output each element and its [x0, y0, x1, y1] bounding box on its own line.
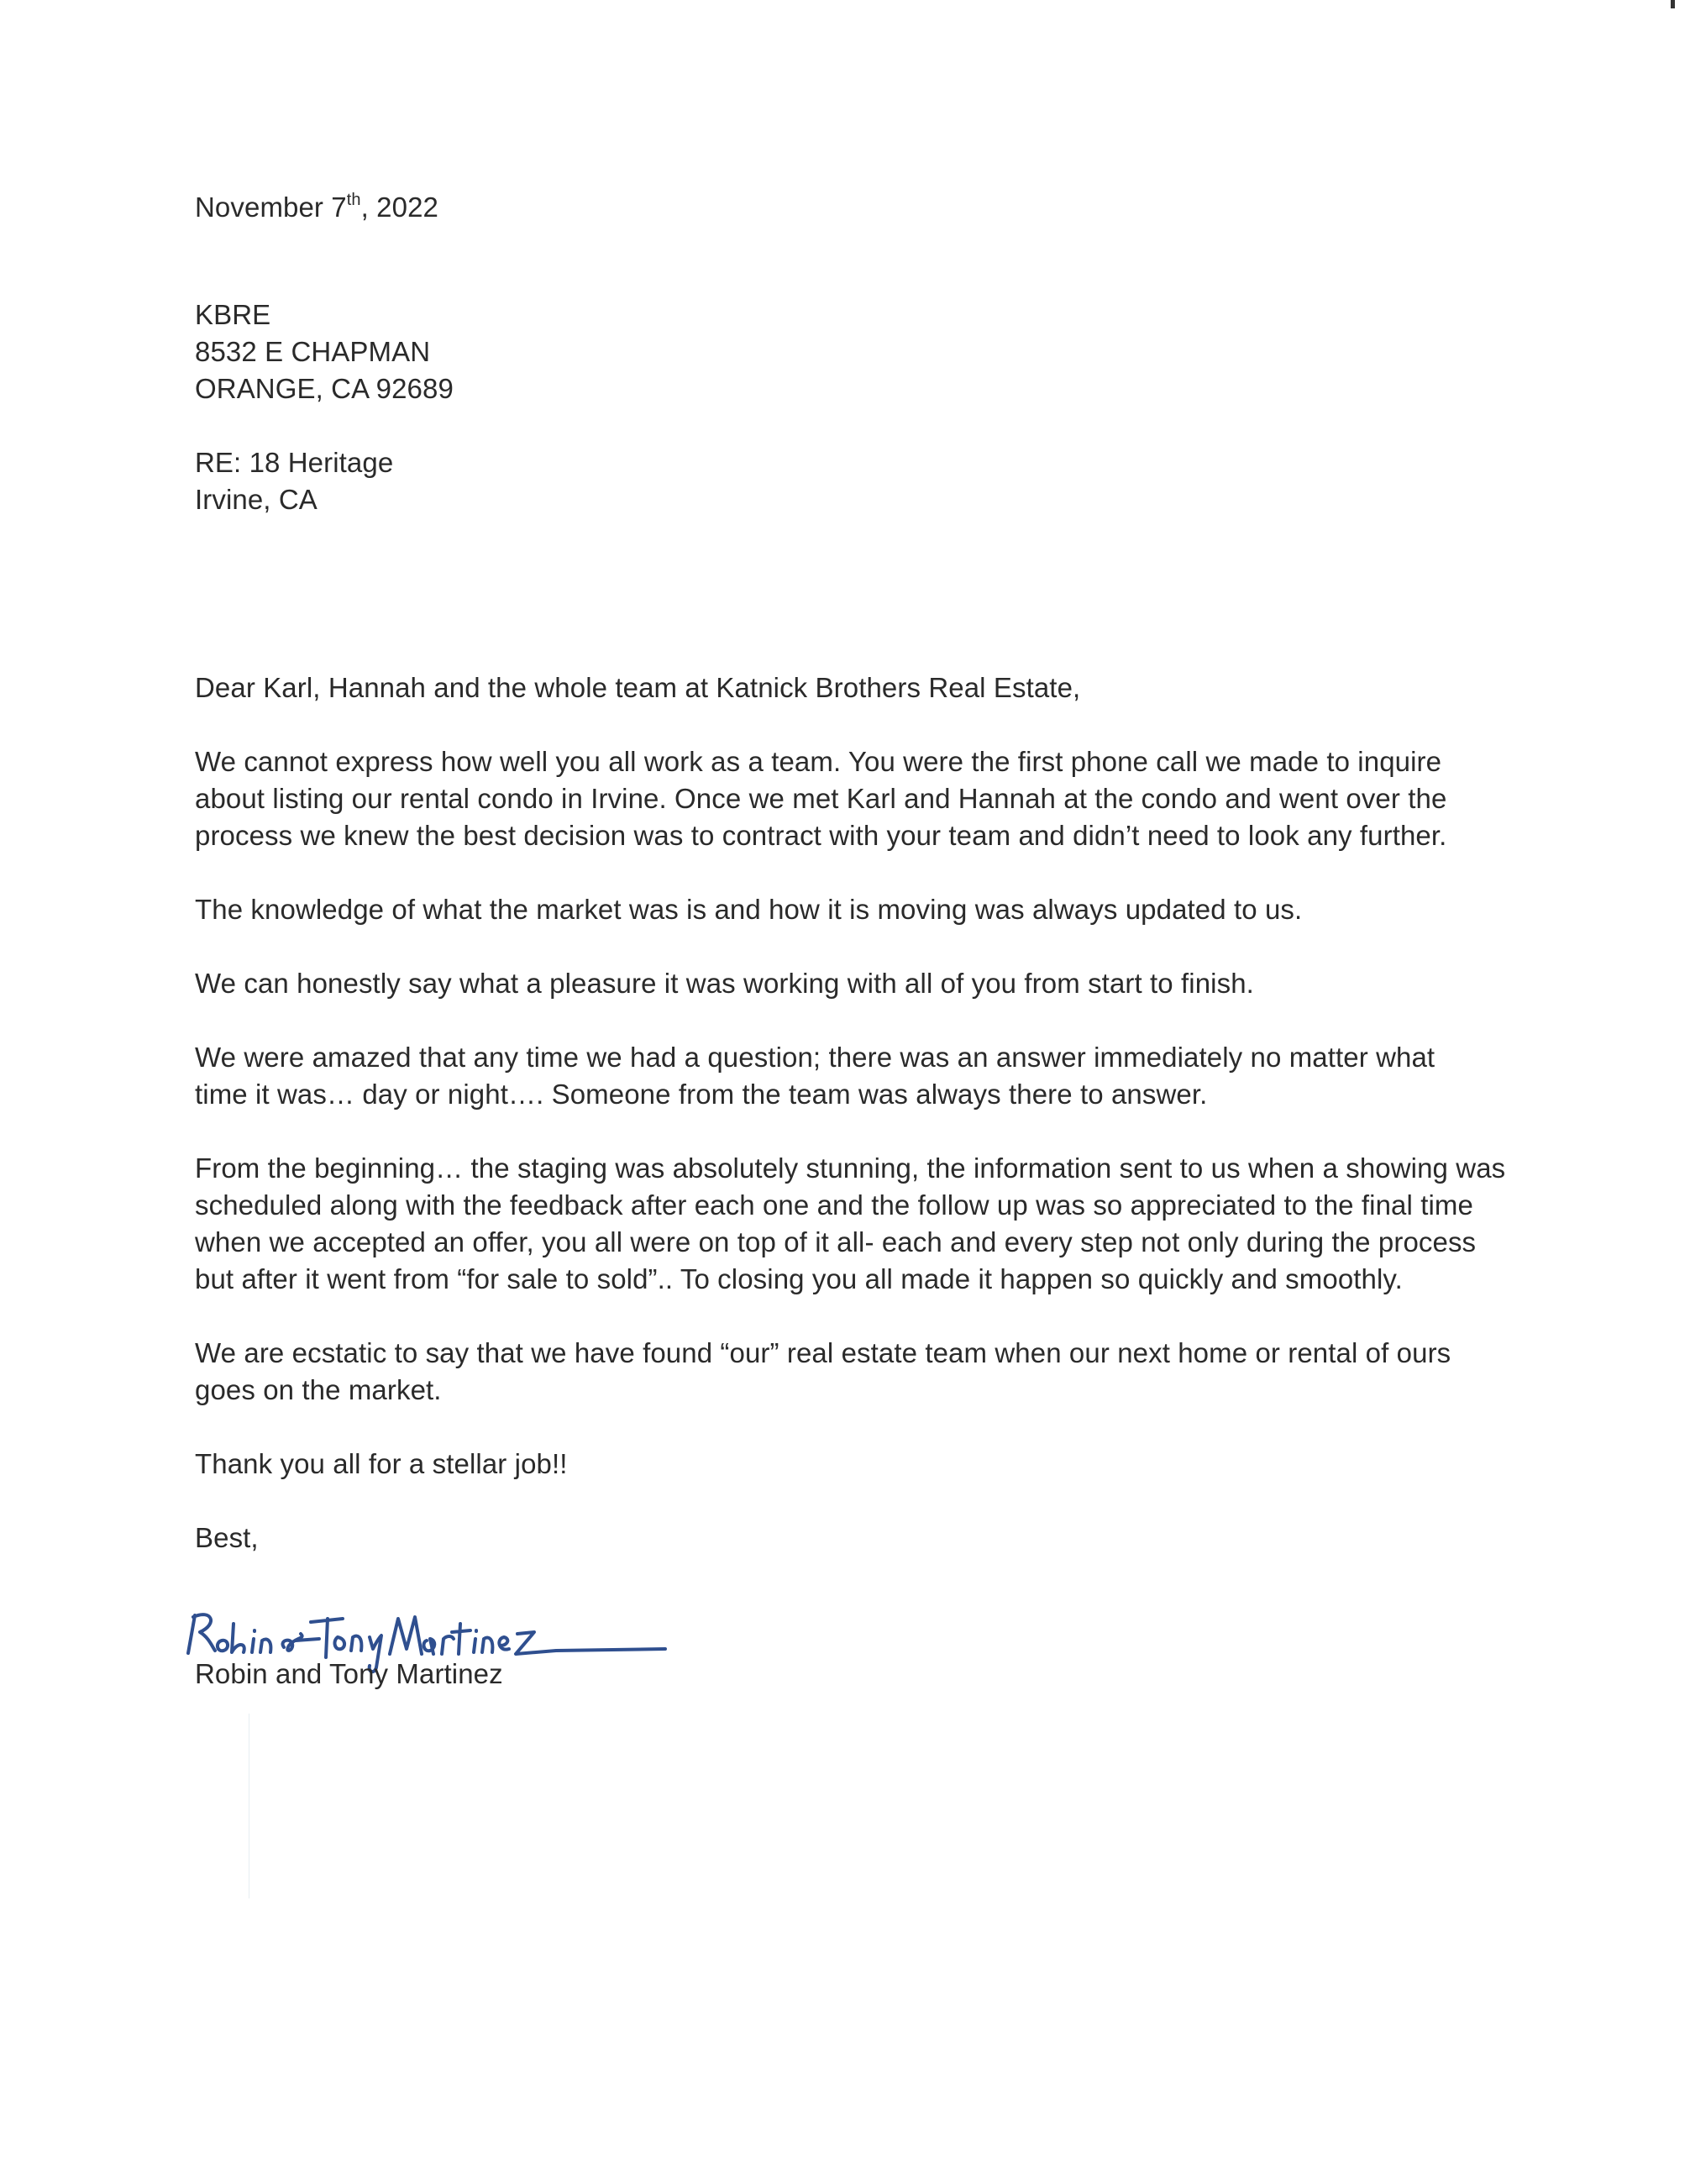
reference-line-1: RE: 18 Heritage — [195, 447, 394, 478]
date-month-day: November 7 — [195, 192, 347, 223]
recipient-name: KBRE — [195, 299, 271, 330]
paragraph-1: We cannot express how well you all work as a team. You were the first phone call we made to inquire about listing our rental condo in Irvine. Once we met Karl and Hannah at the condo and went over the process we knew the best decision was to contract with your team and didn’t need to look any further. — [195, 746, 1447, 851]
paragraph-5: From the beginning… the staging was absolutely stunning, the information sent to us when a showing was scheduled along with the feedback after each one and the follow up was so appreciated to the final time when we accepted an offer, you all were on top of it all- each and every step not only during the process but after it went from “for sale to sold”.. To closing you all made it happen so quickly and smoothly. — [195, 1152, 1506, 1294]
reference-block — [195, 444, 1505, 518]
paragraph-2: The knowledge of what the market was is and how it is moving was always updated to us. — [195, 894, 1303, 925]
letter-body — [195, 189, 1505, 1694]
paragraph-7: Thank you all for a stellar job!! — [195, 1448, 568, 1479]
paragraph-6: We are ecstatic to say that we have found “our” real estate team when our next home or rental of ours goes on the market. — [195, 1337, 1451, 1405]
signer-name: Robin and Tony Martinez — [195, 1658, 503, 1689]
paragraph-4: We were amazed that any time we had a question; there was an answer immediately no matter what time it was… day or night…. Someone from the team was always there to answer. — [195, 1042, 1435, 1110]
paragraph-3: We can honestly say what a pleasure it was working with all of you from start to finish. — [195, 968, 1254, 999]
signature-block — [195, 1607, 1505, 1694]
letter-date — [195, 189, 1505, 226]
closing: Best, — [195, 1522, 259, 1553]
date-year: , 2022 — [360, 192, 438, 223]
recipient-street: 8532 E CHAPMAN — [195, 336, 431, 367]
reference-line-2: Irvine, CA — [195, 484, 318, 515]
recipient-city: ORANGE, CA 92689 — [195, 373, 454, 404]
salutation: Dear Karl, Hannah and the whole team at Katnick Brothers Real Estate, — [195, 672, 1081, 703]
scan-artifact-mark — [1671, 0, 1675, 8]
recipient-address — [195, 297, 1505, 407]
date-ordinal: th — [346, 191, 361, 209]
